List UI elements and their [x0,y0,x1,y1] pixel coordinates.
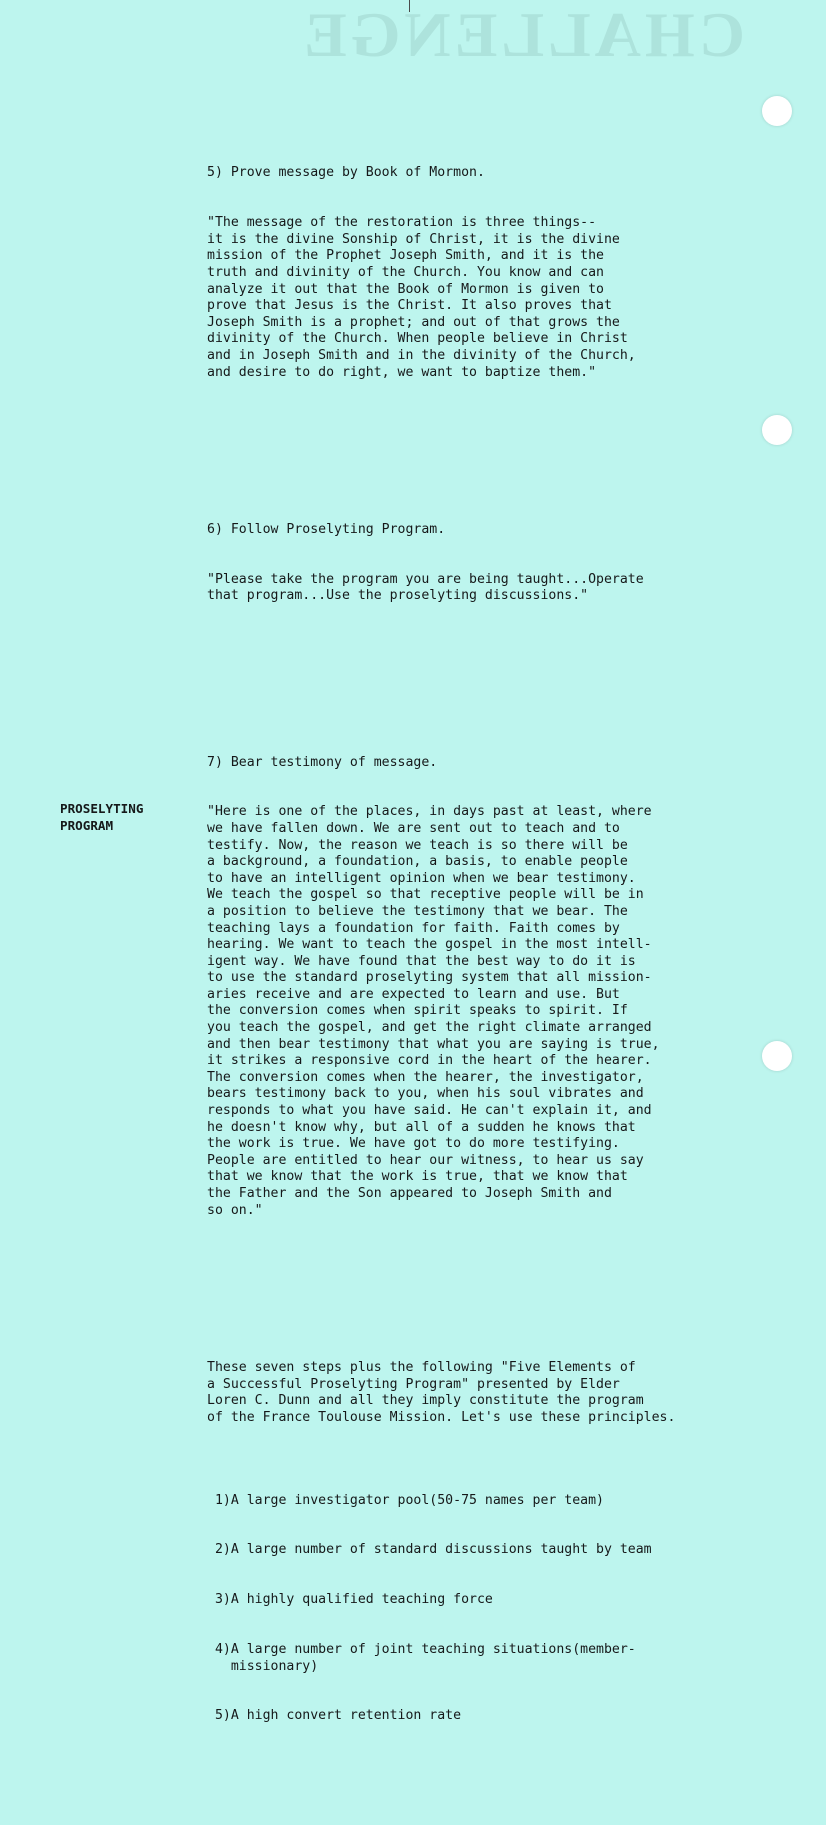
section-heading: 5) Prove message by Book of Mormon. [207,165,485,181]
side-heading-proselyting-program: PROSELYTING PROGRAM [60,801,144,833]
program-section [207,1327,767,1792]
bleed-through-heading: CHALLENGE [300,0,745,70]
list-item: 1)A large investigator pool(50-75 names per team) [207,1492,604,1508]
section-heading: 6) Follow Proselyting Program. [207,521,446,537]
list-item: 4)A large number of joint teaching situations(member- missionary) [214,1642,636,1674]
section-6 [207,489,767,638]
section-quote: "The message of the restoration is three things-- it is the divine Sonship of Christ, it is the divine mission of the Prophet Joseph Smith, and it is the truth and divinity of the Church. You know and can analyze it out that the Book of Mormon is given to prove that Jesus is the Christ. It also proves that Joseph Smith is a prophet; and out of that grows the divinity of the Church. When people believe in Christ and in Joseph Smith and in the divinity of the Church, and desire to do right, we want to baptize them." [207,215,636,380]
section-5 [207,132,767,414]
list-item: 5)A high convert retention rate [207,1708,462,1724]
section-quote: "Here is one of the places, in days past at least, where we have fallen down. We are sent out to teach and to testify. Now, the reason we teach is so there will be a background, a foundation, a basis, to enable people to have an intelligent opinion when we bear testimony. We teach the gospel so that receptive people will be in a position to believe the testimony that we bear. The teaching lays a foundation for faith. Faith comes by hearing. We want to teach the gospel in the most intell- igent way. We have found that the best way to do it is to use the standard proselyting system that all mission- aries receive and are expected to learn and use. But the conversion comes when spirit speaks to spirit. If you teach the gospel, and get the right climate arranged and then bear testimony that what you are saying is true, it strikes a responsive cord in the heart of the hearer. The conversion comes when the hearer, the investigator, bears testimony back to you, when his soul vibrates and responds to what you have said. He can't explain it, and he doesn't know why, but all of a sudden he knows that the work is true. We have got to do more testifying. People are entitled to hear our witness, to hear us say that we know that the work is true, that we know that the Father and the Son appeared to Joseph Smith and so on." [207,804,660,1218]
five-elements-list [207,1460,767,1759]
section-heading: 7) Bear testimony of message. [207,754,438,770]
list-item: 2)A large number of standard discussions taught by team [207,1542,652,1558]
section-7 [207,721,767,1252]
section-quote: "Please take the program you are being taught...Operate that program...Use the proselyting discussions." [207,571,644,604]
list-item: 3)A highly qualified teaching force [207,1592,493,1608]
program-intro: These seven steps plus the following "Five Elements of a Successful Proselyting Program" presented by Elder Loren C. Dunn and all they imply constitute the program of the France Toulouse Mission. Let's use these principles. [207,1359,676,1425]
main-text-column [207,99,767,1825]
